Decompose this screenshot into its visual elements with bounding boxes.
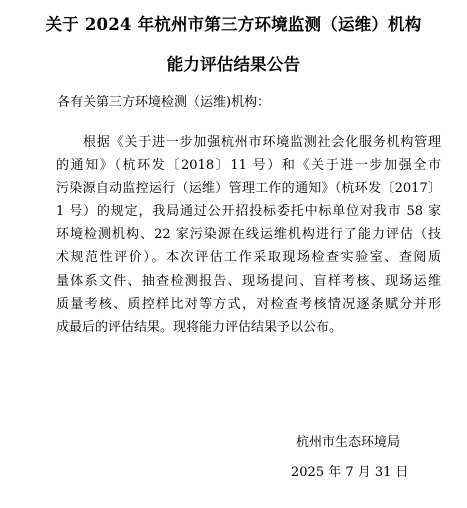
issuer-signature: 杭州市生态环境局 <box>296 435 401 450</box>
body-line: 的通知》（杭环发〔2018〕11 号）和《关于进一步加强全市 <box>56 158 441 174</box>
issue-date: 2025 年 7 月 31 日 <box>291 465 409 480</box>
body-line: 根据《关于进一步加强杭州市环境监测社会化服务机构管理 <box>83 135 441 150</box>
notice-title-line-1: 关于 2024 年杭州市第三方环境监测（运维）机构 <box>45 15 422 34</box>
body-line: 污染源自动监控运行（运维）管理工作的通知》（杭环发〔2017〕 <box>56 181 441 197</box>
body-line: 量体系文件、抽查检测报告、现场提问、盲样考核、现场运维 <box>56 273 441 289</box>
body-line: 质量考核、质控样比对等方式，对检查考核情况逐条赋分并形 <box>56 296 441 312</box>
body-line: 成最后的评估结果。现将能力评估结果予以公布。 <box>56 319 343 335</box>
body-line: 术规范性评价）。本次评估工作采取现场检查实验室、查阅质 <box>56 250 441 266</box>
notice-title-line-2: 能力评估结果公告 <box>166 55 301 74</box>
body-line: 1 号）的规定，我局通过公开招投标委托中标单位对我市 58 家 <box>56 204 441 220</box>
notice-body <box>56 131 441 339</box>
salutation: 各有关第三方环境检测（运维)机构： <box>57 95 271 110</box>
body-line: 环境检测机构、22 家污染源在线运维机构进行了能力评估（技 <box>56 227 441 243</box>
